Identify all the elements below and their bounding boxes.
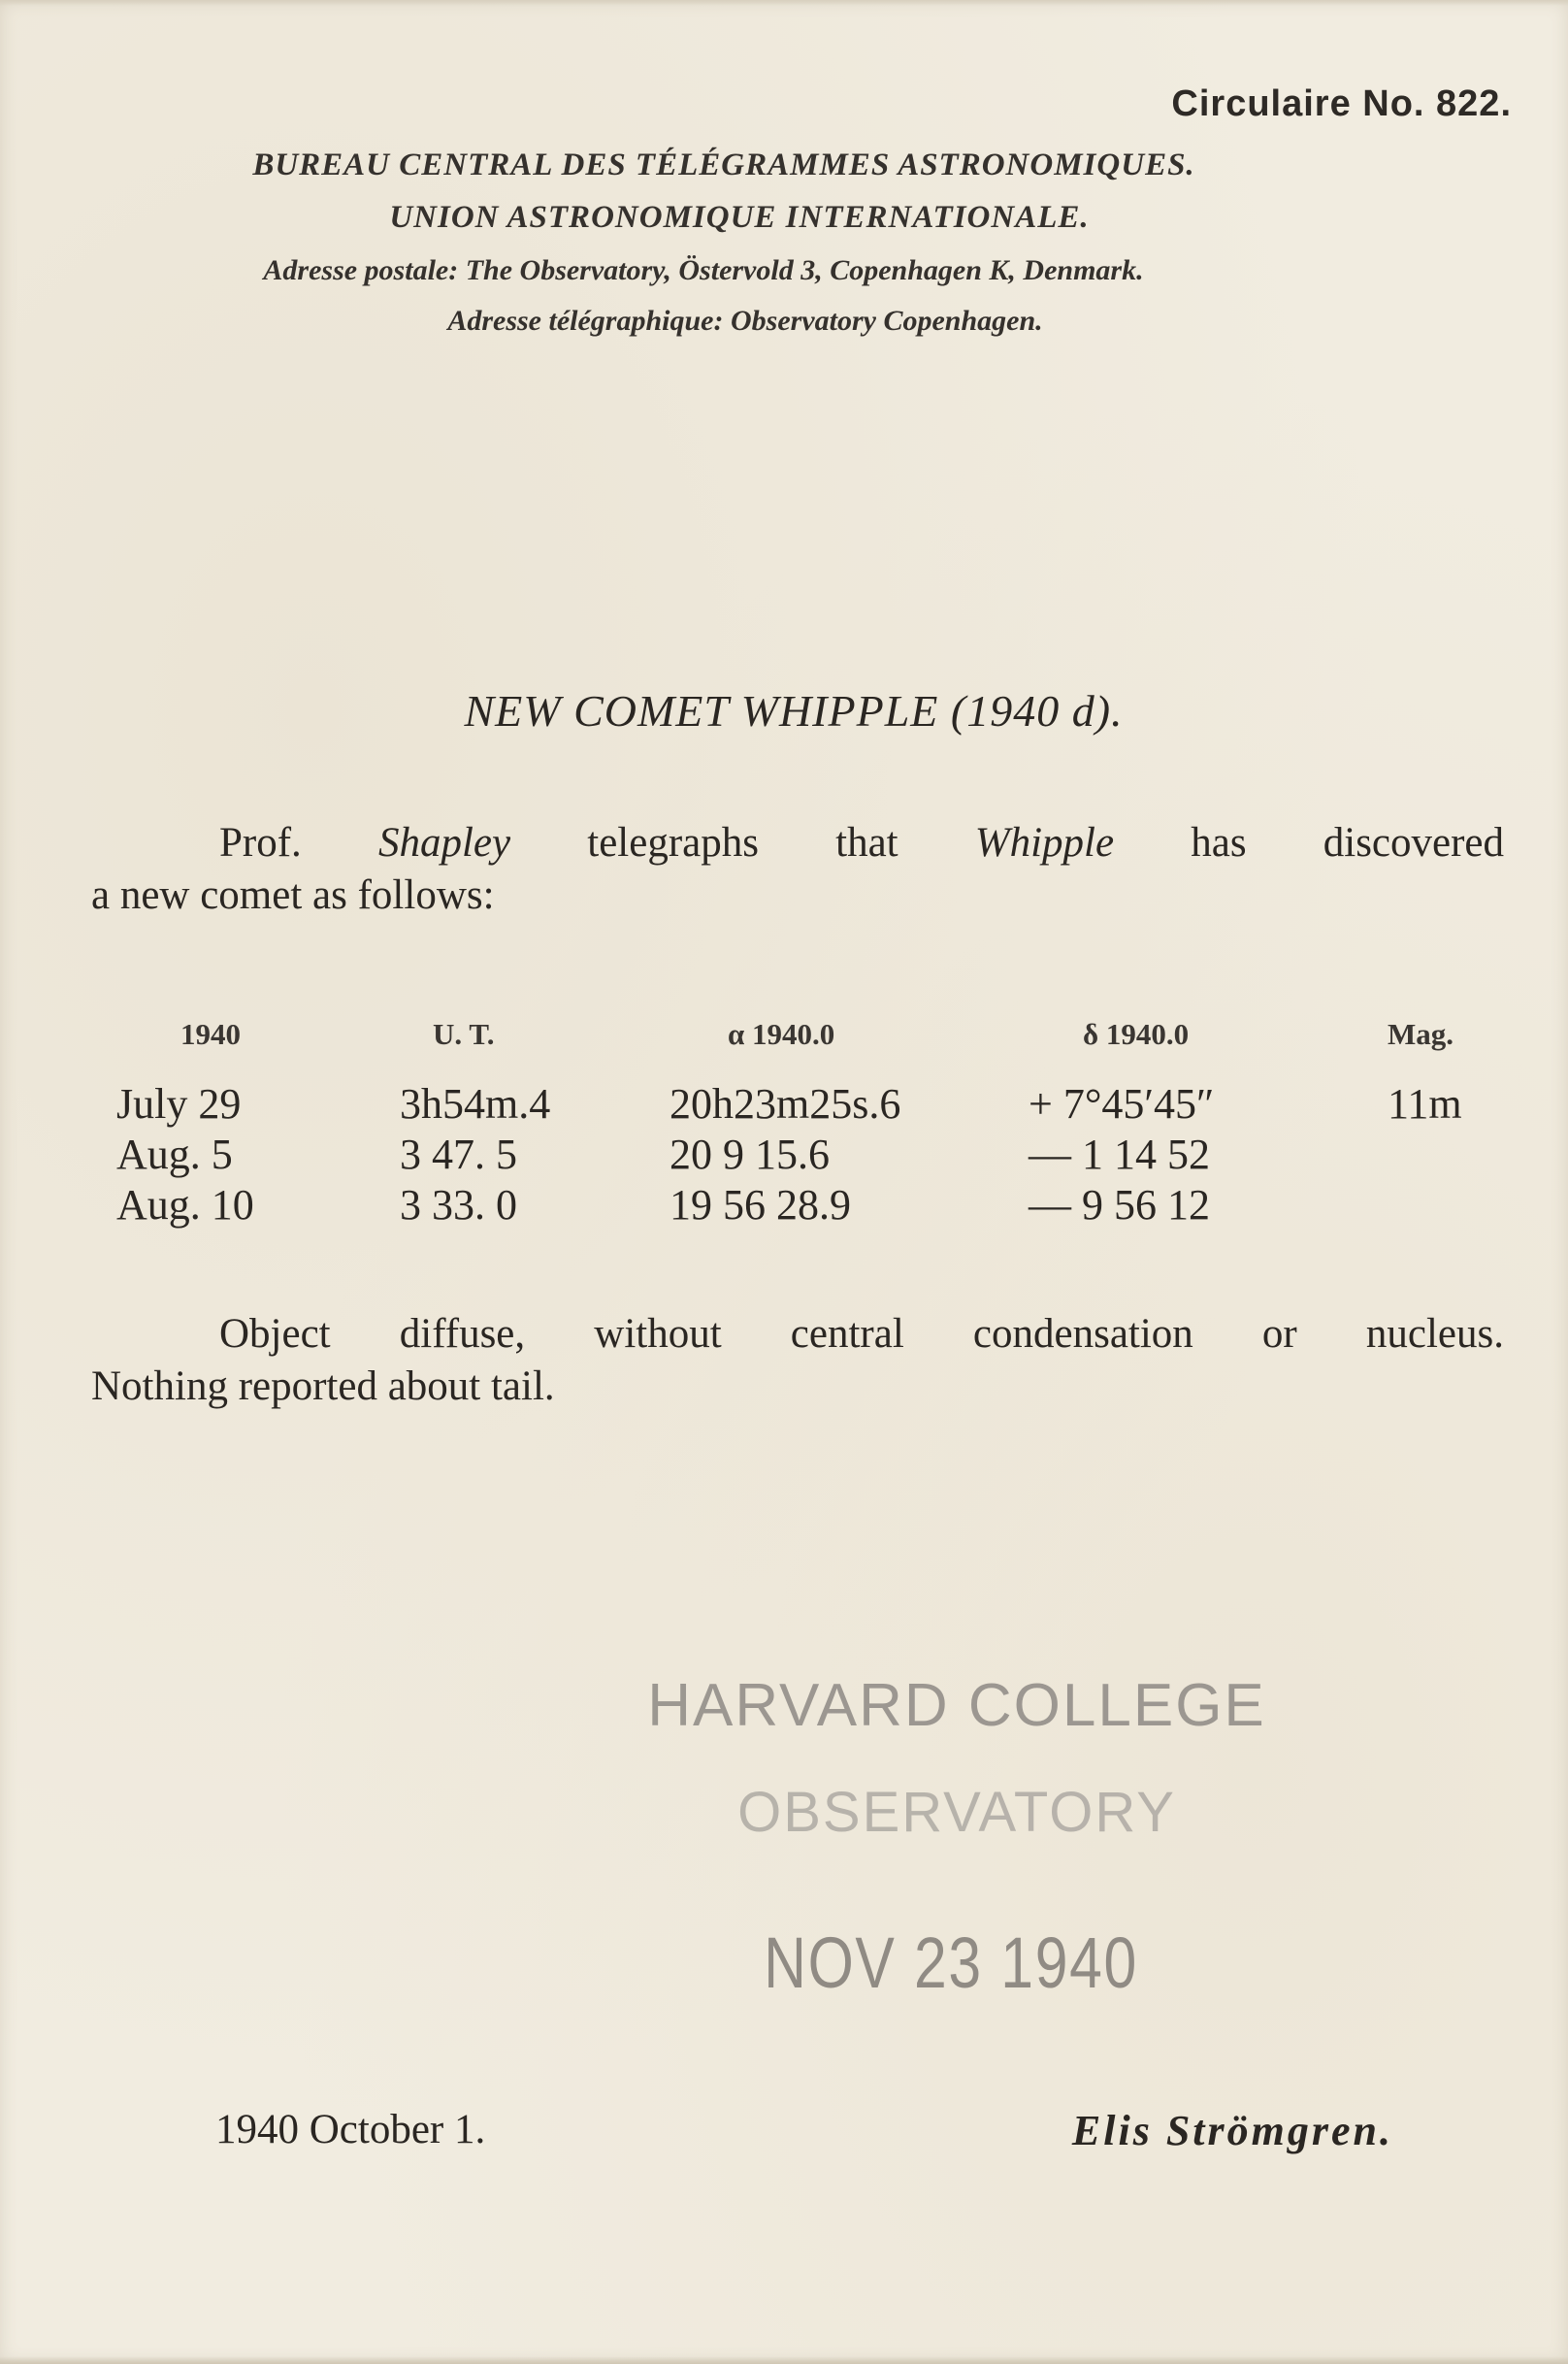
card-top-edge [0, 0, 1568, 6]
notes-line-1 [91, 1308, 1504, 1361]
document-title: NEW COMET WHIPPLE (1940 d). [464, 686, 1124, 736]
notes-paragraph [91, 1308, 1504, 1413]
received-stamp-line-1: HARVARD COLLEGE [647, 1672, 1266, 1739]
header-dec: δ 1940.0 [1083, 1017, 1190, 1051]
notes-text-1: Object diffuse, without central condensation or nucleus. [219, 1311, 1504, 1357]
issue-date: 1940 October 1. [215, 2107, 486, 2152]
intro-suffix: has discovered [1114, 820, 1504, 866]
row-ra: 20 9 15.6 [670, 1131, 830, 1178]
postal-address: Adresse postale: The Observatory, Östervold 3, Copenhagen K, Denmark. [263, 254, 1144, 286]
table-row [91, 1180, 1518, 1231]
received-stamp-line-2: OBSERVATORY [737, 1781, 1176, 1844]
row-ut: 3 47. 5 [400, 1131, 517, 1178]
header-ra: α 1940.0 [728, 1017, 835, 1051]
name-shapley: Shapley [377, 820, 511, 866]
signature: Elis Strömgren. [1071, 2107, 1393, 2154]
row-dec: — 1 14 52 [1029, 1131, 1210, 1178]
header-date: 1940 [180, 1017, 241, 1051]
row-ra: 20h23m25s.6 [670, 1080, 901, 1128]
notes-line-2: Nothing reported about tail. [91, 1363, 555, 1409]
union-heading: UNION ASTRONOMIQUE INTERNATIONALE. [389, 200, 1090, 235]
header-ut: U. T. [433, 1017, 495, 1051]
name-whipple: Whipple [974, 820, 1115, 866]
row-date: Aug. 10 [116, 1181, 254, 1229]
telegraphic-address: Adresse télégraphique: Observatory Copenhagen. [447, 305, 1043, 337]
intro-prefix: Prof. [219, 820, 378, 866]
ephemeris-header-row [91, 1009, 1518, 1079]
row-ut: 3 33. 0 [400, 1181, 517, 1229]
circular-number: Circulaire No. 822. [1171, 83, 1512, 124]
intro-line-2: a new comet as follows: [91, 872, 495, 918]
table-row [91, 1079, 1518, 1130]
row-ra: 19 56 28.9 [670, 1181, 851, 1229]
table-row [91, 1130, 1518, 1180]
row-mag: 11m [1388, 1080, 1462, 1128]
row-ut: 3h54m.4 [400, 1080, 551, 1128]
row-date: Aug. 5 [116, 1131, 233, 1178]
received-stamp-date: NOV 23 1940 [764, 1922, 1138, 2003]
row-dec: + 7°45′45″ [1029, 1080, 1215, 1128]
intro-line-1 [91, 817, 1504, 870]
row-dec: — 9 56 12 [1029, 1181, 1210, 1229]
intro-middle: telegraphs that [510, 820, 975, 866]
card-bottom-edge [0, 2356, 1568, 2364]
bureau-heading: BUREAU CENTRAL DES TÉLÉGRAMMES ASTRONOMIQUES. [252, 148, 1195, 182]
header-mag: Mag. [1388, 1017, 1454, 1051]
intro-paragraph [91, 817, 1504, 922]
row-date: July 29 [116, 1080, 242, 1128]
ephemeris-table [91, 1009, 1518, 1231]
